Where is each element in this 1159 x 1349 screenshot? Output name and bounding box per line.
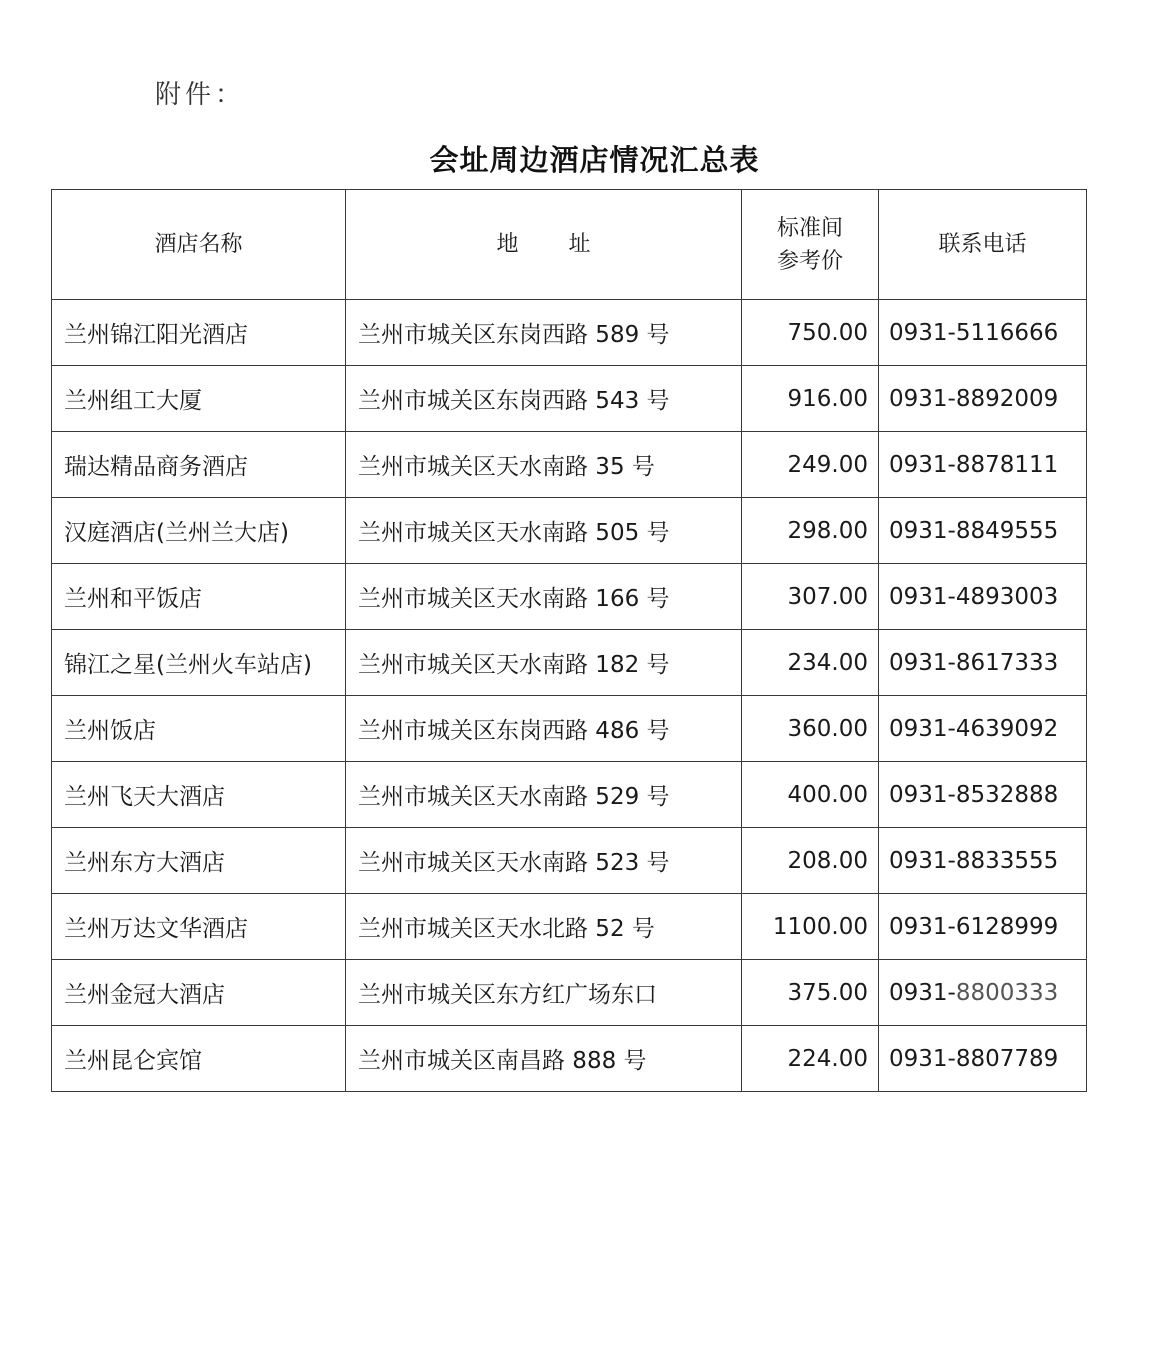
header-address-part1: 地 [496, 232, 519, 257]
phone-cell: 0931-6128999 [879, 894, 1087, 960]
address-cell: 兰州市城关区天水南路 523 号 [346, 828, 742, 894]
price-cell: 234.00 [742, 630, 879, 696]
header-price-line1: 标准间 [776, 215, 843, 241]
header-phone: 联系电话 [879, 190, 1087, 300]
page-title: 会址周边酒店情况汇总表 [429, 143, 760, 177]
table-row [52, 498, 1087, 564]
table-row [52, 1026, 1087, 1092]
hotel-summary-table [51, 189, 1087, 1092]
hotel-name-cell: 兰州飞天大酒店 [52, 762, 346, 828]
address-cell: 兰州市城关区天水南路 166 号 [346, 564, 742, 630]
address-cell: 兰州市城关区东岗西路 486 号 [346, 696, 742, 762]
price-cell: 249.00 [742, 432, 879, 498]
price-cell: 298.00 [742, 498, 879, 564]
address-cell: 兰州市城关区东方红广场东口 [346, 960, 742, 1026]
hotel-name-cell: 兰州组工大厦 [52, 366, 346, 432]
price-cell: 375.00 [742, 960, 879, 1026]
hotel-name-cell: 锦江之星(兰州火车站店) [52, 630, 346, 696]
table-row [52, 894, 1087, 960]
phone-cell: 0931-8849555 [879, 498, 1087, 564]
table-row [52, 432, 1087, 498]
table-row [52, 630, 1087, 696]
address-cell: 兰州市城关区东岗西路 589 号 [346, 300, 742, 366]
phone-cell: 0931-8892009 [879, 366, 1087, 432]
price-cell: 360.00 [742, 696, 879, 762]
price-cell: 1100.00 [742, 894, 879, 960]
phone-cell: 0931-8807789 [879, 1026, 1087, 1092]
hotel-name-cell: 汉庭酒店(兰州兰大店) [52, 498, 346, 564]
phone-cell: 0931-5116666 [879, 300, 1087, 366]
table-row [52, 696, 1087, 762]
header-price-line2: 参考价 [776, 248, 843, 274]
phone-cell: 0931-8878111 [879, 432, 1087, 498]
hotel-name-cell: 兰州昆仑宾馆 [52, 1026, 346, 1092]
table-row [52, 564, 1087, 630]
price-cell: 916.00 [742, 366, 879, 432]
header-address-part2: 址 [568, 232, 591, 257]
price-cell: 224.00 [742, 1026, 879, 1092]
address-cell: 兰州市城关区南昌路 888 号 [346, 1026, 742, 1092]
address-cell: 兰州市城关区东岗西路 543 号 [346, 366, 742, 432]
hotel-name-cell: 兰州饭店 [52, 696, 346, 762]
phone-cell: 0931-4893003 [879, 564, 1087, 630]
table-row [52, 300, 1087, 366]
table-row [52, 828, 1087, 894]
table-row [52, 960, 1087, 1026]
phone-cell: 0931-8833555 [879, 828, 1087, 894]
table-header-row [52, 190, 1087, 300]
phone-cell: 0931-4639092 [879, 696, 1087, 762]
attachment-label: 附件： [155, 80, 246, 110]
address-cell: 兰州市城关区天水南路 529 号 [346, 762, 742, 828]
price-cell: 750.00 [742, 300, 879, 366]
phone-prefix: 0931- [889, 979, 956, 1006]
price-cell: 307.00 [742, 564, 879, 630]
address-cell: 兰州市城关区天水北路 52 号 [346, 894, 742, 960]
hotel-name-cell: 兰州和平饭店 [52, 564, 346, 630]
address-cell: 兰州市城关区天水南路 35 号 [346, 432, 742, 498]
hotel-name-cell: 兰州东方大酒店 [52, 828, 346, 894]
address-cell: 兰州市城关区天水南路 505 号 [346, 498, 742, 564]
phone-cell: 0931-8617333 [879, 630, 1087, 696]
hotel-name-cell: 兰州万达文华酒店 [52, 894, 346, 960]
phone-cell: 0931-8532888 [879, 762, 1087, 828]
phone-cell [879, 960, 1087, 1026]
header-address [346, 190, 742, 300]
header-hotel-name: 酒店名称 [52, 190, 346, 300]
phone-suffix: 8800333 [955, 979, 1059, 1006]
price-cell: 400.00 [742, 762, 879, 828]
hotel-name-cell: 瑞达精品商务酒店 [52, 432, 346, 498]
hotel-name-cell: 兰州锦江阳光酒店 [52, 300, 346, 366]
hotel-name-cell: 兰州金冠大酒店 [52, 960, 346, 1026]
table-row [52, 762, 1087, 828]
header-price [742, 190, 879, 300]
price-cell: 208.00 [742, 828, 879, 894]
address-cell: 兰州市城关区天水南路 182 号 [346, 630, 742, 696]
table-row [52, 366, 1087, 432]
